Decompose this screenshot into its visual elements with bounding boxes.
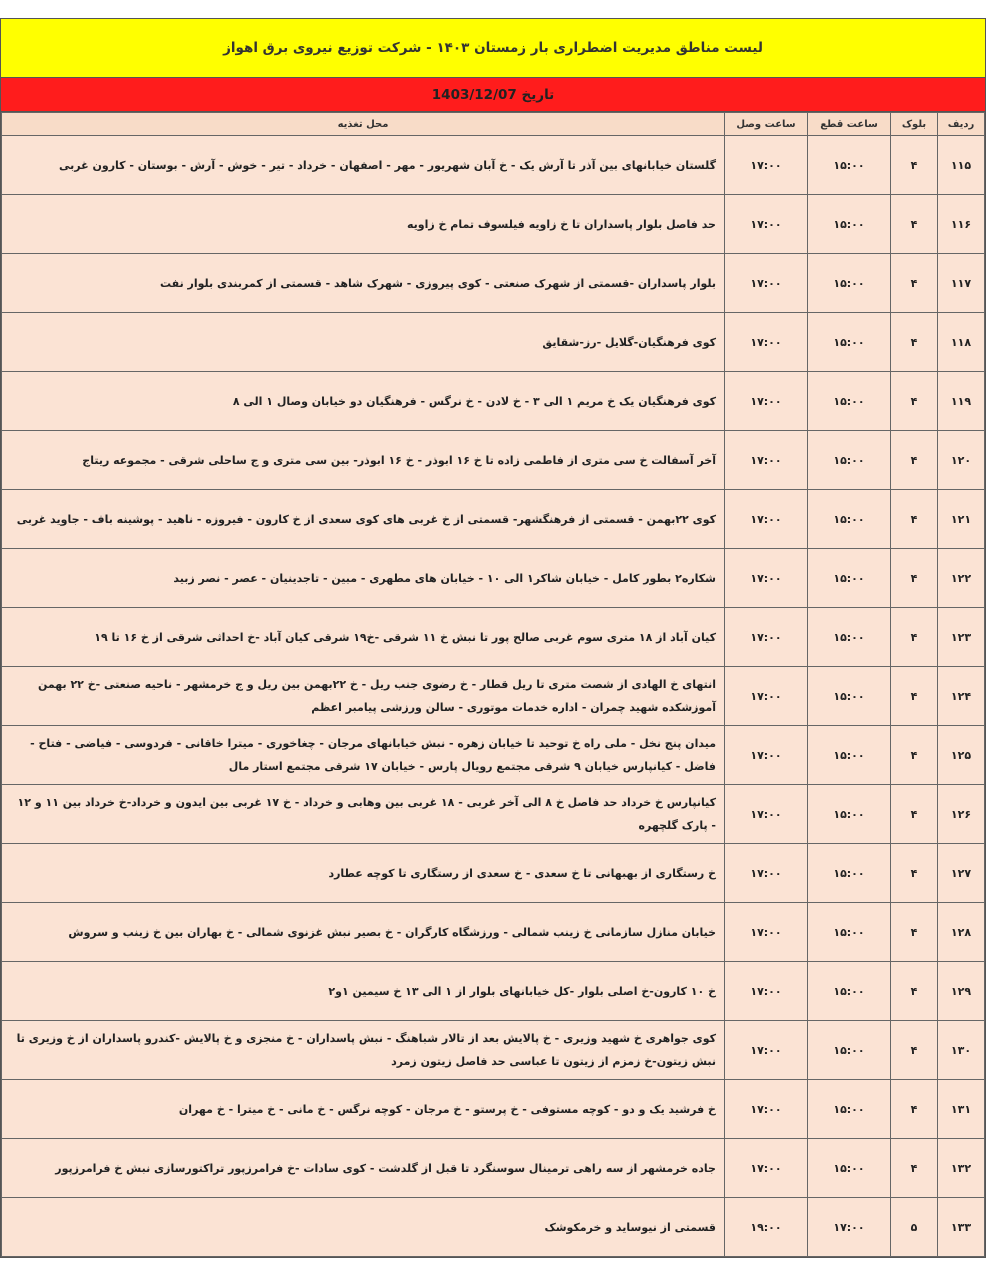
cell-block: ۵ [891,1198,938,1257]
cell-location: خ رستگاری از بهبهانی تا خ سعدی - خ سعدی از رستگاری تا کوچه عطارد [2,844,725,903]
cell-location: انتهای خ الهادی از شصت متری تا ریل قطار - خ رضوی جنب ریل - خ ۲۲بهمن بین ریل و ج خرمشهر - ناحیه صنعتی -خ ۲۲ بهمن آموزشکده شهید چمران - اداره خدمات موتوری - سالن ورزشی پیامبر اعظم [2,667,725,726]
table-row [2,608,985,667]
cell-cut-time: ۱۵:۰۰ [808,1080,891,1139]
cell-row-number: ۱۲۰ [938,431,985,490]
header-row-number: ردیف [938,113,985,136]
cell-connect-time: ۱۷:۰۰ [725,962,808,1021]
cell-cut-time: ۱۷:۰۰ [808,1198,891,1257]
cell-block: ۴ [891,962,938,1021]
cell-location: کوی جواهری خ شهید وزیری - خ پالایش بعد از تالار شباهنگ - نبش پاسداران - خ منجزی و خ پالایش -کندرو پاسداران از خ وزیری تا نبش زیتون-خ زمزم از زیتون تا عباسی حد فاصل زیتون زمرد [2,1021,725,1080]
table-row [2,136,985,195]
cell-cut-time: ۱۵:۰۰ [808,726,891,785]
table-row [2,785,985,844]
cell-connect-time: ۱۷:۰۰ [725,726,808,785]
cell-cut-time: ۱۵:۰۰ [808,431,891,490]
cell-cut-time: ۱۵:۰۰ [808,1021,891,1080]
table-body [2,136,985,1257]
cell-location: کوی ۲۲بهمن - قسمتی از فرهنگشهر- قسمتی از خ غربی های کوی سعدی از خ کارون - فیروزه - ناهید - پوشینه باف - جاوید غربی [2,490,725,549]
header-block: بلوک [891,113,938,136]
table-row [2,667,985,726]
cell-location: شکاره۲ بطور کامل - خیابان شاکر۱ الی ۱۰ - خیابان های مطهری - مبین - تاجدینیان - عصر - نصر زبید [2,549,725,608]
cell-block: ۴ [891,785,938,844]
table-row [2,254,985,313]
cell-cut-time: ۱۵:۰۰ [808,844,891,903]
cell-row-number: ۱۲۳ [938,608,985,667]
cell-location: آخر آسفالت خ سی متری از فاطمی زاده تا خ ۱۶ ابوذر - خ ۱۶ ابوذر- بین سی متری و ج ساحلی شرقی - مجموعه ریتاج [2,431,725,490]
table-row [2,903,985,962]
cell-block: ۴ [891,490,938,549]
cell-location: بلوار پاسداران -قسمتی از شهرک صنعتی - کوی پیروزی - شهرک شاهد - قسمتی از کمربندی بلوار نفت [2,254,725,313]
cell-block: ۴ [891,1021,938,1080]
cell-cut-time: ۱۵:۰۰ [808,1139,891,1198]
cell-block: ۴ [891,431,938,490]
header-cut-time: ساعت قطع [808,113,891,136]
cell-row-number: ۱۱۶ [938,195,985,254]
cell-row-number: ۱۲۲ [938,549,985,608]
cell-row-number: ۱۱۸ [938,313,985,372]
cell-block: ۴ [891,608,938,667]
header-connect-time: ساعت وصل [725,113,808,136]
cell-connect-time: ۱۷:۰۰ [725,549,808,608]
cell-block: ۴ [891,549,938,608]
cell-connect-time: ۱۷:۰۰ [725,136,808,195]
table-row [2,1139,985,1198]
cell-connect-time: ۱۷:۰۰ [725,431,808,490]
sheet-title: لیست مناطق مدیریت اضطراری بار زمستان ۱۴۰۳ - شرکت توزیع نیروی برق اهواز [1,19,985,78]
cell-row-number: ۱۲۷ [938,844,985,903]
table-row [2,490,985,549]
cell-location: حد فاصل بلوار پاسداران تا خ زاویه فیلسوف تمام خ زاویه [2,195,725,254]
table-row [2,1021,985,1080]
cell-row-number: ۱۲۵ [938,726,985,785]
cell-connect-time: ۱۷:۰۰ [725,903,808,962]
table-row [2,962,985,1021]
cell-connect-time: ۱۷:۰۰ [725,372,808,431]
cell-location: میدان پنج نخل - ملی راه خ توحید تا خیابان زهره - نبش خیابانهای مرجان - چغاخوری - میترا خاقانی - فردوسی - فیاضی - فتاح - فاضل - کیانپارس خیابان ۹ شرقی مجتمع رویال پارس - خیابان ۱۷ شرقی مجتمع استار مال [2,726,725,785]
cell-block: ۴ [891,726,938,785]
table-row [2,431,985,490]
cell-location: گلستان خیابانهای بین آذر تا آرش یک - خ آبان شهریور - مهر - اصفهان - خرداد - تیر - خوش - آرش - بوستان - کارون غربی [2,136,725,195]
table-row [2,313,985,372]
cell-block: ۴ [891,903,938,962]
cell-connect-time: ۱۷:۰۰ [725,1021,808,1080]
cell-connect-time: ۱۷:۰۰ [725,608,808,667]
table-row [2,726,985,785]
cell-location: خ فرشید یک و دو - کوچه مستوفی - خ پرستو - خ مرجان - کوچه نرگس - خ مانی - خ میترا - خ مهران [2,1080,725,1139]
table-row [2,1198,985,1257]
cell-block: ۴ [891,254,938,313]
cell-block: ۴ [891,372,938,431]
outage-sheet [0,18,986,1258]
cell-connect-time: ۱۷:۰۰ [725,1139,808,1198]
table-row [2,1080,985,1139]
cell-block: ۴ [891,1080,938,1139]
cell-block: ۴ [891,844,938,903]
cell-location: جاده خرمشهر از سه راهی ترمینال سوسنگرد تا قبل از گلدشت - کوی سادات -خ فرامرزپور تراکتورسازی نبش خ فرامرزپور [2,1139,725,1198]
cell-row-number: ۱۲۹ [938,962,985,1021]
cell-row-number: ۱۱۷ [938,254,985,313]
cell-cut-time: ۱۵:۰۰ [808,549,891,608]
cell-cut-time: ۱۵:۰۰ [808,785,891,844]
cell-cut-time: ۱۵:۰۰ [808,313,891,372]
cell-connect-time: ۱۹:۰۰ [725,1198,808,1257]
header-location: محل تغذیه [2,113,725,136]
cell-connect-time: ۱۷:۰۰ [725,1080,808,1139]
cell-cut-time: ۱۵:۰۰ [808,667,891,726]
cell-row-number: ۱۲۴ [938,667,985,726]
cell-connect-time: ۱۷:۰۰ [725,785,808,844]
cell-location: کوی فرهنگیان-گلایل -رز-شقایق [2,313,725,372]
cell-location: خیابان منازل سازمانی خ زینب شمالی - ورزشگاه کارگران - خ بصیر نبش غزنوی شمالی - خ بهاران بین خ زینب و سروش [2,903,725,962]
cell-connect-time: ۱۷:۰۰ [725,844,808,903]
cell-location: کوی فرهنگیان یک خ مریم ۱ الی ۳ - خ لادن - خ نرگس - فرهنگیان دو خیابان وصال ۱ الی ۸ [2,372,725,431]
table-header-row [2,113,985,136]
table-row [2,549,985,608]
cell-cut-time: ۱۵:۰۰ [808,490,891,549]
table-row [2,844,985,903]
cell-block: ۴ [891,667,938,726]
cell-block: ۴ [891,136,938,195]
outage-table [1,112,985,1257]
cell-row-number: ۱۱۹ [938,372,985,431]
cell-row-number: ۱۲۸ [938,903,985,962]
cell-row-number: ۱۳۳ [938,1198,985,1257]
cell-row-number: ۱۱۵ [938,136,985,195]
cell-connect-time: ۱۷:۰۰ [725,667,808,726]
cell-connect-time: ۱۷:۰۰ [725,313,808,372]
table-row [2,195,985,254]
cell-cut-time: ۱۵:۰۰ [808,903,891,962]
cell-connect-time: ۱۷:۰۰ [725,254,808,313]
cell-row-number: ۱۲۱ [938,490,985,549]
cell-connect-time: ۱۷:۰۰ [725,195,808,254]
cell-location: کیانپارس خ خرداد حد فاصل خ ۸ الی آخر غربی - ۱۸ غربی بین وهابی و خرداد - خ ۱۷ غربی بین ایدون و خرداد-خ خرداد بین ۱۱ و ۱۲ - پارک گلچهره [2,785,725,844]
cell-cut-time: ۱۵:۰۰ [808,608,891,667]
cell-row-number: ۱۳۲ [938,1139,985,1198]
cell-block: ۴ [891,1139,938,1198]
cell-connect-time: ۱۷:۰۰ [725,490,808,549]
cell-cut-time: ۱۵:۰۰ [808,372,891,431]
cell-block: ۴ [891,313,938,372]
table-row [2,372,985,431]
sheet-date: تاریخ 1403/12/07 [1,78,985,112]
cell-cut-time: ۱۵:۰۰ [808,136,891,195]
cell-cut-time: ۱۵:۰۰ [808,254,891,313]
cell-cut-time: ۱۵:۰۰ [808,195,891,254]
cell-block: ۴ [891,195,938,254]
cell-row-number: ۱۳۰ [938,1021,985,1080]
cell-row-number: ۱۳۱ [938,1080,985,1139]
cell-cut-time: ۱۵:۰۰ [808,962,891,1021]
cell-location: خ ۱۰ کارون-خ اصلی بلوار -کل خیابانهای بلوار از ۱ الی ۱۳ خ سیمین ۱و۲ [2,962,725,1021]
cell-row-number: ۱۲۶ [938,785,985,844]
cell-location: قسمتی از نیوساید و خرمکوشک [2,1198,725,1257]
cell-location: کیان آباد از ۱۸ متری سوم غربی صالح پور تا نبش خ ۱۱ شرقی -خ۱۹ شرقی کیان آباد -خ احداثی شرقی از خ ۱۶ تا ۱۹ [2,608,725,667]
